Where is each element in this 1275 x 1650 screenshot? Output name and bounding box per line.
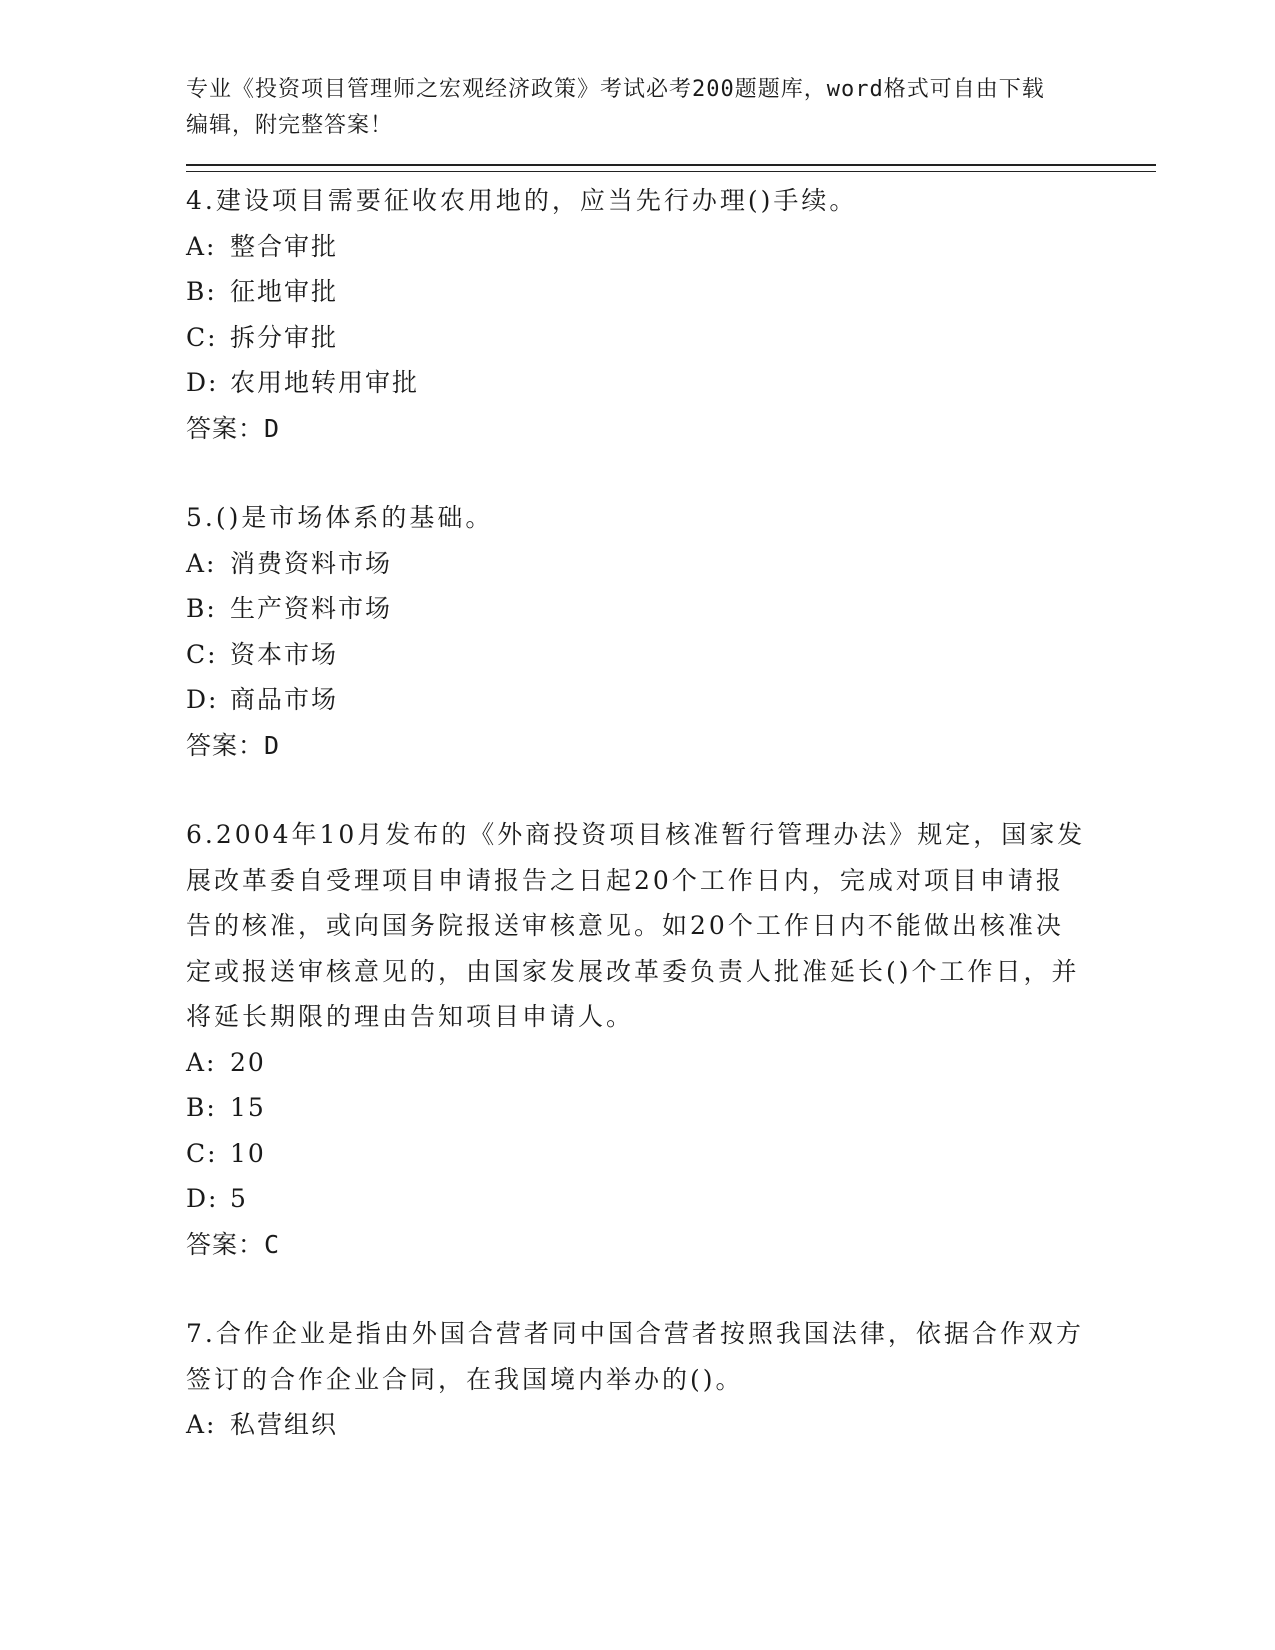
option-text: 15	[230, 1093, 266, 1122]
question-block	[186, 812, 1156, 1267]
option-text: 20	[230, 1047, 266, 1077]
option-a	[186, 1040, 1156, 1086]
option-c	[186, 632, 1156, 678]
option-d	[186, 1176, 1156, 1222]
option-letter: D:	[186, 368, 219, 397]
option-a	[186, 224, 1156, 270]
option-text: 10	[230, 1138, 266, 1168]
option-d	[186, 677, 1156, 723]
option-letter: D:	[186, 685, 219, 714]
option-text: 5	[230, 1184, 248, 1213]
question-block	[186, 1311, 1156, 1448]
document-intro: 专业《投资项目管理师之宏观经济政策》考试必考200题题库，word格式可自由下载编辑，附完整答案！	[186, 77, 1045, 138]
document-page	[186, 72, 1156, 1492]
option-c	[186, 1131, 1156, 1177]
answer-line: 答案：D	[186, 413, 281, 443]
option-text: 农用地转用审批	[230, 368, 420, 397]
option-text: 消费资料市场	[230, 548, 393, 578]
option-letter: A:	[186, 1047, 217, 1077]
option-text: 私营组织	[230, 1410, 339, 1439]
option-letter: A:	[186, 548, 217, 578]
option-letter: B:	[186, 277, 217, 306]
option-text: 拆分审批	[230, 322, 339, 352]
option-letter: A:	[186, 1410, 217, 1439]
option-c	[186, 315, 1156, 361]
option-text: 资本市场	[230, 639, 339, 669]
option-d	[186, 360, 1156, 406]
option-b	[186, 586, 1156, 632]
option-a	[186, 1402, 1156, 1448]
header-divider	[186, 164, 1156, 172]
option-a	[186, 541, 1156, 587]
option-text: 征地审批	[230, 277, 339, 306]
question-block	[186, 178, 1156, 451]
option-letter: B:	[186, 594, 217, 623]
question-block	[186, 495, 1156, 768]
question-text: 6.2004年10月发布的《外商投资项目核准暂行管理办法》规定，国家发展改革委自受理项目申请报告之日起20个工作日内，完成对项目申请报告的核准，或向国务院报送审核意见。如20个工作日内不能做出核准决定或报送审核意见的，由国家发展改革委负责人批准延长()个工作日，并将延长期限的理由告知项目申请人。	[186, 820, 1086, 1031]
question-text: 5.()是市场体系的基础。	[186, 503, 494, 532]
option-b	[186, 269, 1156, 315]
option-letter: A:	[186, 231, 217, 261]
option-text: 生产资料市场	[230, 594, 393, 623]
option-letter: C:	[186, 1138, 218, 1168]
option-letter: C:	[186, 639, 218, 669]
option-text: 商品市场	[230, 685, 339, 714]
question-text: 7.合作企业是指由外国合营者同中国合营者按照我国法律，依据合作双方签订的合作企业合同，在我国境内举办的()。	[186, 1319, 1084, 1394]
question-text: 4.建设项目需要征收农用地的，应当先行办理()手续。	[186, 186, 858, 215]
answer-line: 答案：C	[186, 1229, 281, 1259]
option-text: 整合审批	[230, 231, 339, 261]
option-letter: D:	[186, 1184, 219, 1213]
option-letter: B:	[186, 1093, 217, 1122]
option-letter: C:	[186, 322, 218, 352]
option-b	[186, 1085, 1156, 1131]
answer-line: 答案：D	[186, 730, 281, 760]
